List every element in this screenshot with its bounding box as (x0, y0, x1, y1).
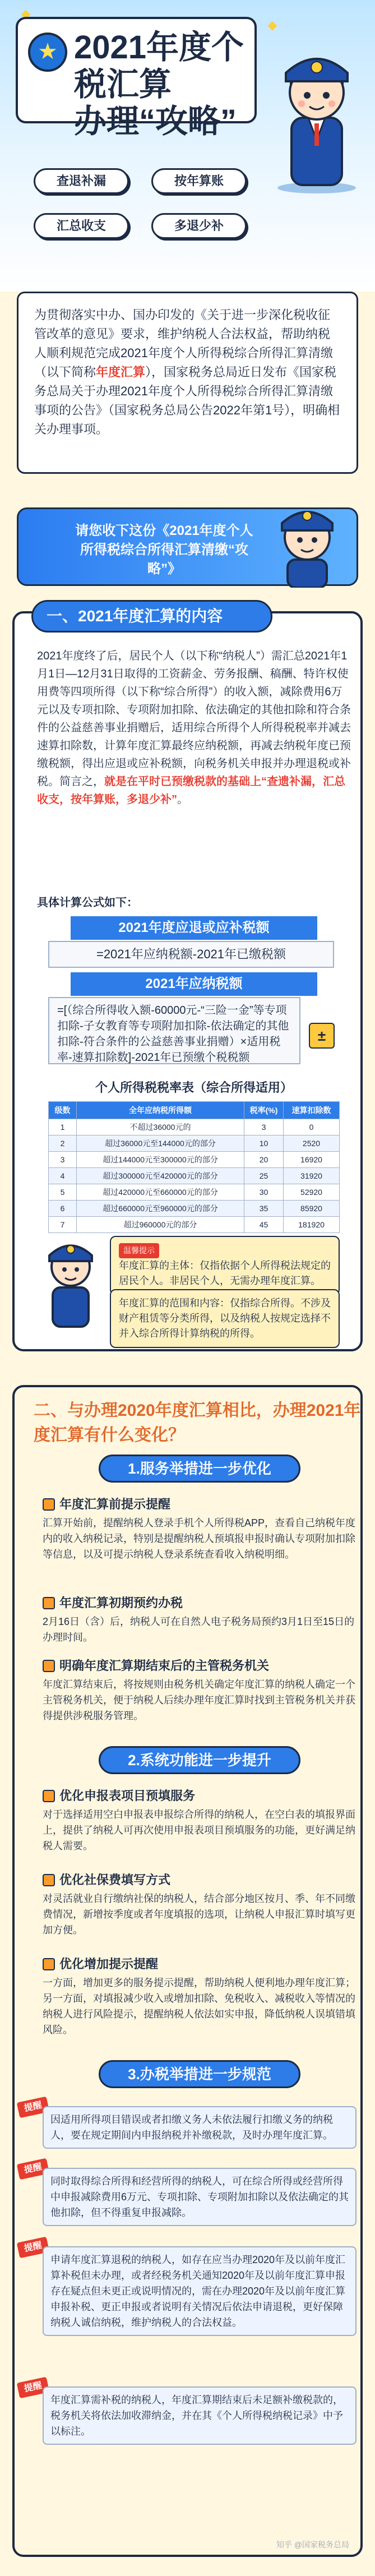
bullet-icon (43, 1660, 55, 1672)
sparkle (268, 21, 277, 31)
table-cell: 不超过36000元的 (77, 1119, 244, 1135)
tip-subject-text: 年度汇算的主体：仅指依据个人所得税法规定的居民个人。非居民个人，无需办理年度汇算。 (119, 1260, 331, 1286)
section2-card (12, 1385, 363, 2557)
sub-heading-text: 优化增加提示提醒 (59, 1957, 159, 1971)
text-block: 同时取得综合所得和经营所得的纳税人，可在综合所得或经营所得中申报减除费用6万元、专项扣除、专项附加扣除以及依法确定的其他扣除，但不得重复申报减除。 (43, 2168, 357, 2226)
table-cell: 4 (49, 1168, 77, 1184)
table-cell: 30 (244, 1184, 284, 1201)
table-cell: 6 (49, 1201, 77, 1217)
table-row (49, 1184, 340, 1201)
officer-waving-illustration (265, 498, 349, 588)
table-cell: 1 (49, 1119, 77, 1135)
table-row (49, 1135, 340, 1152)
tax-officer-illustration (269, 34, 364, 196)
sub-heading-text: 年度汇算前提示提醒 (59, 1497, 171, 1511)
hero (0, 0, 375, 292)
tax-rate-table (48, 1101, 340, 1233)
section2-heading: 二、与办理2020年度汇算相比，办理2021年度汇算有什么变化？ (34, 1401, 361, 1444)
table-header: 速算扣除数 (284, 1102, 340, 1119)
text-block: 年度汇算结束后，将按规则由税务机关确定年度汇算的纳税人确定一个主管税务机关，便于纳税人后续办理年度汇算时找到主管税务机关并获得提供涉税服务管理。 (43, 1679, 355, 1721)
text-block: 申请年度汇算退税的纳税人，如存在应当办理2020年及以前年度汇算补税但未办理，或者经税务机关通知2020年及以前年度汇算申报存在疑点但未更正或说明情况的，需在办理2020年及以前年度汇算申报补税、更正申报或者说明有关情况后依法申请退税，更好保障纳税人诚信纳税，维护纳税人的合法权益。 (43, 2246, 357, 2336)
text-block: 年度汇算需补税的纳税人，年度汇算期结束后未足额补缴税款的，税务机关将依法加收滞纳金，并在其《个人所得税纳税记录》中予以标注。 (43, 2386, 357, 2445)
sub-heading (43, 1495, 170, 1512)
table-cell: 超过420000元至660000元的部分 (77, 1184, 244, 1201)
table-cell: 2 (49, 1135, 77, 1152)
table-cell: 5 (49, 1184, 77, 1201)
table-cell: 20 (244, 1152, 284, 1168)
section1-card (12, 607, 363, 1351)
table-cell: 2520 (284, 1135, 340, 1152)
section1-title: 一、2021年度汇算的内容 (31, 600, 272, 633)
table-cell: 3 (49, 1152, 77, 1168)
intro-highlight: 年度汇算 (96, 365, 146, 379)
table-cell: 超过300000元至420000元的部分 (77, 1168, 244, 1184)
formula-label: 具体计算公式如下： (37, 897, 138, 909)
section2-pill-3: 3.办税举措进一步规范 (99, 2060, 300, 2088)
bullet-icon (43, 1597, 55, 1609)
table-row (49, 1217, 340, 1233)
table-cell: 35 (244, 1201, 284, 1217)
table-header: 级数 (49, 1102, 77, 1119)
bullet-icon (43, 1958, 55, 1970)
title-line-1: 2021年度个税汇算 (74, 29, 244, 103)
sub-heading-text: 优化社保费填写方式 (59, 1873, 171, 1887)
section1-text: 2021年度终了后，居民个人（以下称“纳税人”）需汇总2021年1月1日—12月31日取得的工资薪金、劳务报酬、稿酬、特许权使用费等四项所得（以下称“综合所得”）的收入额，减除费用6万元以及专项扣除、专项附加扣除、依法确定的其他扣除和符合条件的公益慈善事业捐赠后，适用综合所得个人所得税税率并减去速算扣除数，计算年度汇算最终应纳税额，再减去纳税年度已预缴税额，得出应退或应补税额，向税务机关申报并办理退税或补税。简言之， (37, 650, 351, 788)
table-cell: 超过660000元至960000元的部分 (77, 1201, 244, 1217)
text-block: 一方面，增加更多的服务提示提醒，帮助纳税人便利地办理年度汇算；另一方面，对填报减少收入或增加扣除、免税收入、减税收入等情况的纳税人进行风险提示，提醒纳税人依法如实申报，降低纳税人误填错填风险。 (43, 1977, 355, 2035)
table-row (49, 1201, 340, 1217)
section1-highlight: 就是在平时已预缴税款的基础上“查遗补漏，汇总收支，按年算账，多退少补” (37, 775, 345, 806)
sub-heading (43, 1955, 158, 1972)
table-cell: 16920 (284, 1152, 340, 1168)
tax-emblem-icon: ★ (28, 33, 67, 72)
section2-pill-1: 1.服务举措进一步优化 (99, 1455, 300, 1483)
table-cell: 超过36000元至144000元的部分 (77, 1135, 244, 1152)
reminder-tag: 提醒 (17, 2377, 50, 2399)
sub-heading-text: 明确年度汇算期结束后的主管税务机关 (59, 1659, 270, 1673)
text-block: 对于选择适用空白申报表申报综合所得的纳税人，在空白表的填报界面上，提供了纳税人可再次使用申报表项目预填服务的功能，更好满足纳税人需要。 (43, 1809, 355, 1852)
table-cell: 超过960000元的部分 (77, 1217, 244, 1233)
formula2-head: 2021年应纳税额 (71, 972, 317, 996)
formula2-body: =[（综合所得收入额-60000元-“三险一金”等专项扣除-子女教育等专项附加扣除-依法确定的其他扣除-符合条件的公益慈善事业捐赠）×适用税率-速算扣除数]-2021年已预缴个税税额 (48, 997, 300, 1064)
sub-heading-text: 年度汇算初期预约办税 (59, 1596, 183, 1610)
table-cell: 52920 (284, 1184, 340, 1201)
text-block: 对灵活就业自行缴纳社保的纳税人，结合部分地区按月、季、年不同缴费情况，新增按季度或者年度填报的选项，让纳税人申报汇算时填写更加方便。 (43, 1893, 355, 1936)
table-cell: 85920 (284, 1201, 340, 1217)
table-row (49, 1119, 340, 1135)
table-cell: 0 (284, 1119, 340, 1135)
sub-heading (43, 1594, 183, 1611)
rate-table-title: 个人所得税税率表（综合所得适用） (95, 1081, 293, 1095)
table-cell: 超过144000元至300000元的部分 (77, 1152, 244, 1168)
table-cell: 31920 (284, 1168, 340, 1184)
summary-income-button[interactable]: 汇总收支 (34, 213, 129, 239)
table-header-row (49, 1102, 340, 1119)
tip-scope: 年度汇算的范围和内容：仅指综合所得。不涉及财产租赁等分类所得，以及纳税人按规定选择不并入综合所得计算纳税的所得。 (110, 1289, 340, 1348)
table-header: 税率(%) (244, 1102, 284, 1119)
title-line-2: 办理“攻略” (74, 103, 237, 140)
bullet-icon (43, 1498, 55, 1511)
intro-text-a: 为贯彻落实中办、国办印发的《关于进一步深化税收征管改革的意见》要求，维护纳税人合法权益，帮助纳税人顺利规范完成2021年度个人所得税综合所得汇算清缴（以下简称 (34, 308, 333, 379)
refund-supplement-button[interactable]: 多退少补 (151, 213, 247, 239)
sub-heading (43, 1871, 170, 1888)
table-row (49, 1168, 340, 1184)
tip-subject (110, 1236, 340, 1295)
formula1-body: =2021年应纳税额-2021年已缴税额 (48, 941, 334, 968)
sub-heading (43, 1786, 195, 1804)
strategy-banner (17, 507, 358, 586)
intro-paragraph (17, 292, 358, 474)
intro-text-b: ），国家税务总局近日发布《国家税务总局关于办理2021年度个人所得税综合所得汇算清缴事项的公告》（国家税务总局公告2022年第1号），明确相关办理事项。 (34, 365, 340, 436)
calculator-icon: ± (309, 1023, 335, 1049)
reminder-tag: 提醒 (17, 2158, 50, 2180)
section2-pill-2: 2.系统功能进一步提升 (99, 1746, 300, 1774)
table-cell: 3 (244, 1119, 284, 1135)
query-supplement-button[interactable]: 查退补漏 (34, 168, 129, 194)
text-block: 因适用所得项目错误或者扣缴义务人未依法履行扣缴义务的纳税人，要在规定期间内申报纳税并补缴税款，及时办理年度汇算。 (43, 2106, 357, 2149)
table-cell: 25 (244, 1168, 284, 1184)
formula1-head: 2021年度应退或应补税额 (71, 916, 317, 940)
table-cell: 7 (49, 1217, 77, 1233)
text-block: 汇算开始前，提醒纳税人登录手机个人所得税APP，查看自己纳税年度内的收入纳税记录，特别是提醒纳税人预填报申报时确认专项附加扣除等信息，以及可提示纳税人登录系统查看收入纳税明细。 (43, 1517, 356, 1560)
table-cell: 181920 (284, 1217, 340, 1233)
reminder-tag: 提醒 (17, 2097, 50, 2118)
page-title (74, 29, 259, 140)
sub-heading-text: 优化申报表项目预填服务 (59, 1789, 196, 1803)
text-block: 2月16日（含）后，纳税人可在自然人电子税务局预约3月1日至15日的办理时间。 (43, 1616, 355, 1643)
table-header: 全年应纳税所得额 (77, 1102, 244, 1119)
bullet-icon (43, 1874, 55, 1886)
officer-pointing-illustration (37, 1236, 104, 1331)
table-cell: 10 (244, 1135, 284, 1152)
banner-text: 请您收下这份《2021年度个人所得税综合所得汇算清缴“攻略”》 (75, 523, 253, 576)
section1-text-end: 。 (177, 793, 188, 806)
sub-heading (43, 1656, 269, 1674)
table-row (49, 1152, 340, 1168)
annual-settlement-button[interactable]: 按年算账 (151, 168, 247, 194)
tip-badge: 温馨提示 (119, 1243, 159, 1258)
watermark: 知乎 @国家税务总局 (276, 2540, 349, 2549)
table-cell: 45 (244, 1217, 284, 1233)
section1-paragraph (37, 647, 351, 809)
bullet-icon (43, 1790, 55, 1802)
reminder-tag: 提醒 (17, 2237, 50, 2259)
